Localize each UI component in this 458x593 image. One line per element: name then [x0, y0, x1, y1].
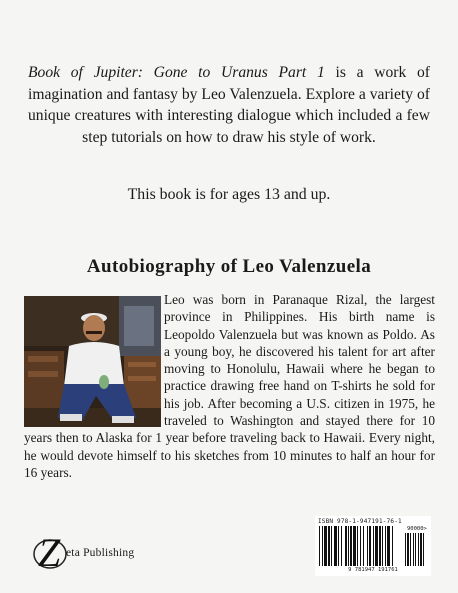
book-title: Book of Jupiter: Gone to Uranus Part 1 — [28, 64, 325, 81]
publisher-name: eta Publishing — [66, 547, 135, 559]
bio-heading: Autobiography of Leo Valenzuela — [86, 256, 372, 277]
book-description — [28, 62, 430, 148]
barcode-addon: 90000> — [407, 526, 427, 532]
isbn-barcode — [315, 516, 431, 576]
barcode-digits: 9 781947 191761 — [348, 567, 398, 573]
age-rating: This book is for ages 13 and up. — [127, 186, 331, 203]
isbn-number: ISBN 978-1-947191-76-1 — [318, 518, 402, 525]
book-description-text: is a work of imagination and fantasy by Leo Valenzuela. Explore a variety of unique creatures with interesting dialogue which included a few step tutorials on how to draw his style of work. — [28, 64, 430, 146]
bio-text: Leo was born in Paranaque Rizal, the largest province in Philippines. His birth name is Leopoldo Valenzuela but was known as Poldo. As a young boy, he discovered his talent for art after moving to Honolulu, Hawaii where he began to practice drawing free hand on T-shirts he sold for his job. After becoming a U.S. citizen in 1975, he traveled to Washington and stayed there for 10 years then to Alaska for 1 year before traveling back to Hawaii. Every night, he would devote himself to his sketches from 10 minutes to half an hour for 16 years. — [24, 292, 435, 480]
author-photo-image — [24, 296, 161, 427]
author-photo — [24, 296, 161, 427]
logo-letter: Z — [38, 530, 61, 575]
